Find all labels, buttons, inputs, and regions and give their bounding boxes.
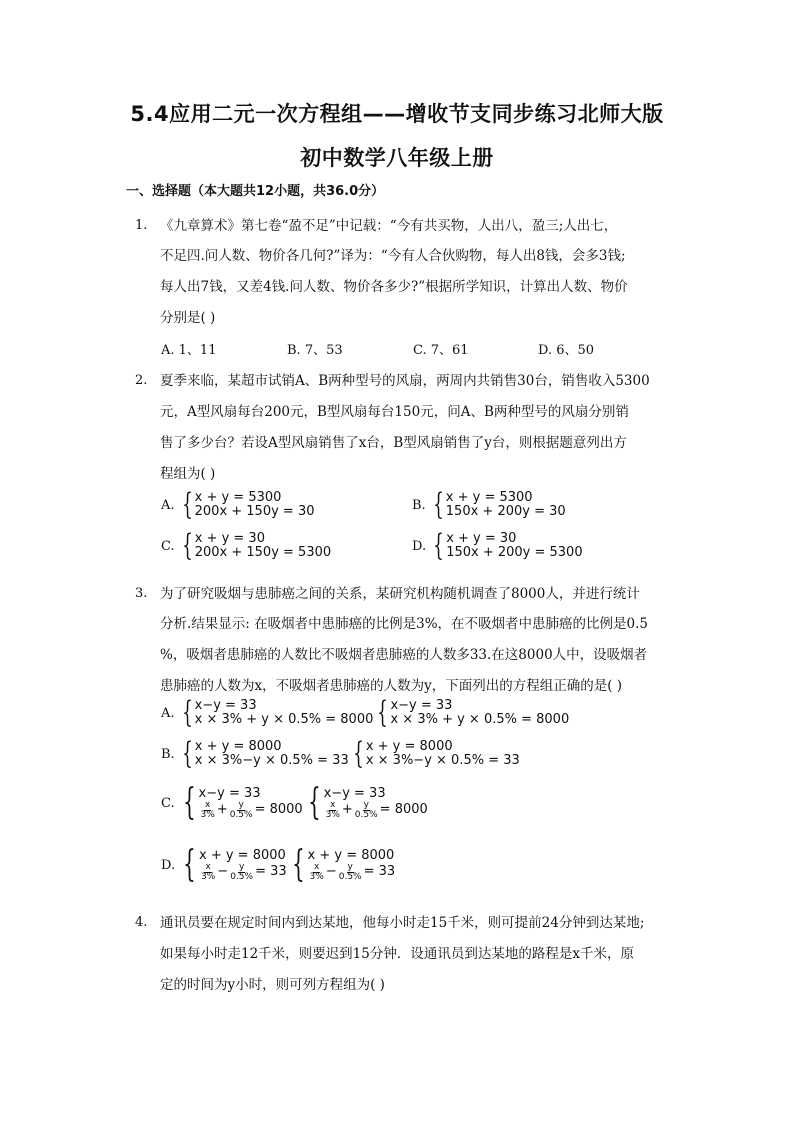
option-d: D. { x + y = 8000 $\frac{x}{3\%}$ − $\frac{y}{0.5\%}$ = 33 { x + y = 8000 $\frac{x}{3\%}$ − $\frac{y}{0.5\%}$ = 33	[161, 844, 396, 885]
question-number: 4.	[135, 915, 148, 930]
question-text-line: 夏季来临，某超市试销A、B两种型号的风扇，两周内共销售30台，销售收入5300	[160, 373, 650, 389]
option-d: D. 6、50	[538, 343, 595, 358]
question-text-line: 程组为( )	[160, 466, 216, 482]
option-d: D. { x + y = 30 150x + 200y = 5300	[412, 528, 583, 563]
question-text-line: 售了多少台？若设A型风扇销售了x台，B型风扇销售了y台，则根据题意列出方	[160, 435, 627, 451]
page-title: 5.4应用二元一次方程组——增收节支同步练习北师大版	[130, 102, 664, 126]
question-number: 3.	[135, 586, 148, 601]
option-b: B. { x + y = 5300 150x + 200y = 30	[412, 487, 566, 522]
question-text-line: 每人出7钱，又差4钱.问人数、物价各多少?”根据所学知识，计算出人数、物价	[160, 279, 628, 295]
question-number: 2.	[135, 373, 148, 388]
question-text-line: 《九章算术》第七卷“盈不足”中记载：“今有共买物，人出八，盈三;人出七，	[160, 218, 618, 234]
option-b: B. 7、53	[287, 343, 343, 358]
question-text-line: 患肺癌的人数为x，不吸烟者患肺癌的人数为y，下面列出的方程组正确的是( )	[160, 678, 623, 694]
question-text-line: %，吸烟者患肺癌的人数比不吸烟者患肺癌的人数多33.在这8000人中，设吸烟者	[160, 647, 648, 663]
question-number: 1.	[135, 218, 148, 233]
option-c: C. { x + y = 30 200x + 150y = 5300	[161, 528, 332, 563]
question-text-line: 元，A型风扇每台200元，B型风扇每台150元，问A、B两种型号的风扇分别销	[160, 404, 629, 420]
option-c: C. 7、61	[413, 343, 469, 358]
question-text-line: 分别是( )	[160, 310, 216, 326]
option-c: C. { x−y = 33 $\frac{x}{3\%}$ + $\frac{y}{0.5\%}$ = 8000 { x−y = 33 $\frac{x}{3\%}$ + $\frac{y}{0.5\%}$ = 8000	[161, 782, 428, 823]
question-text-line: 分析.结果显示: 在吸烟者中患肺癌的比例是3%，在不吸烟者中患肺癌的比例是0.5	[160, 616, 649, 632]
page-subtitle: 初中数学八年级上册	[300, 146, 494, 170]
question-text-line: 通讯员要在规定时间内到达某地，他每小时走15千米，则可提前24分钟到达某地;	[160, 915, 645, 931]
section-heading: 一、选择题（本大题共12小题，共36.0分）	[126, 184, 385, 199]
option-b: B. { x + y = 8000 x × 3%−y × 0.5% = 33 { x + y = 8000 x × 3%−y × 0.5% = 33	[161, 736, 520, 771]
option-a: A. { x + y = 5300 200x + 150y = 30	[161, 487, 315, 522]
question-text-line: 定的时间为y小时，则可列方程组为( )	[160, 977, 385, 993]
question-text-line: 为了研究吸烟与患肺癌之间的关系，某研究机构随机调查了8000人，并进行统计	[160, 586, 640, 602]
question-text-line: 如果每小时走12千米，则要迟到15分钟．设通讯员到达某地的路程是x千米，原	[160, 946, 634, 962]
option-a: A. 1、11	[161, 343, 217, 358]
option-a: A. { x−y = 33 x × 3% + y × 0.5% = 8000 { x−y = 33 x × 3% + y × 0.5% = 8000	[161, 695, 570, 730]
question-text-line: 不足四.问人数、物价各几何?”译为：“今有人合伙购物，每人出8钱，会多3钱;	[160, 248, 626, 264]
